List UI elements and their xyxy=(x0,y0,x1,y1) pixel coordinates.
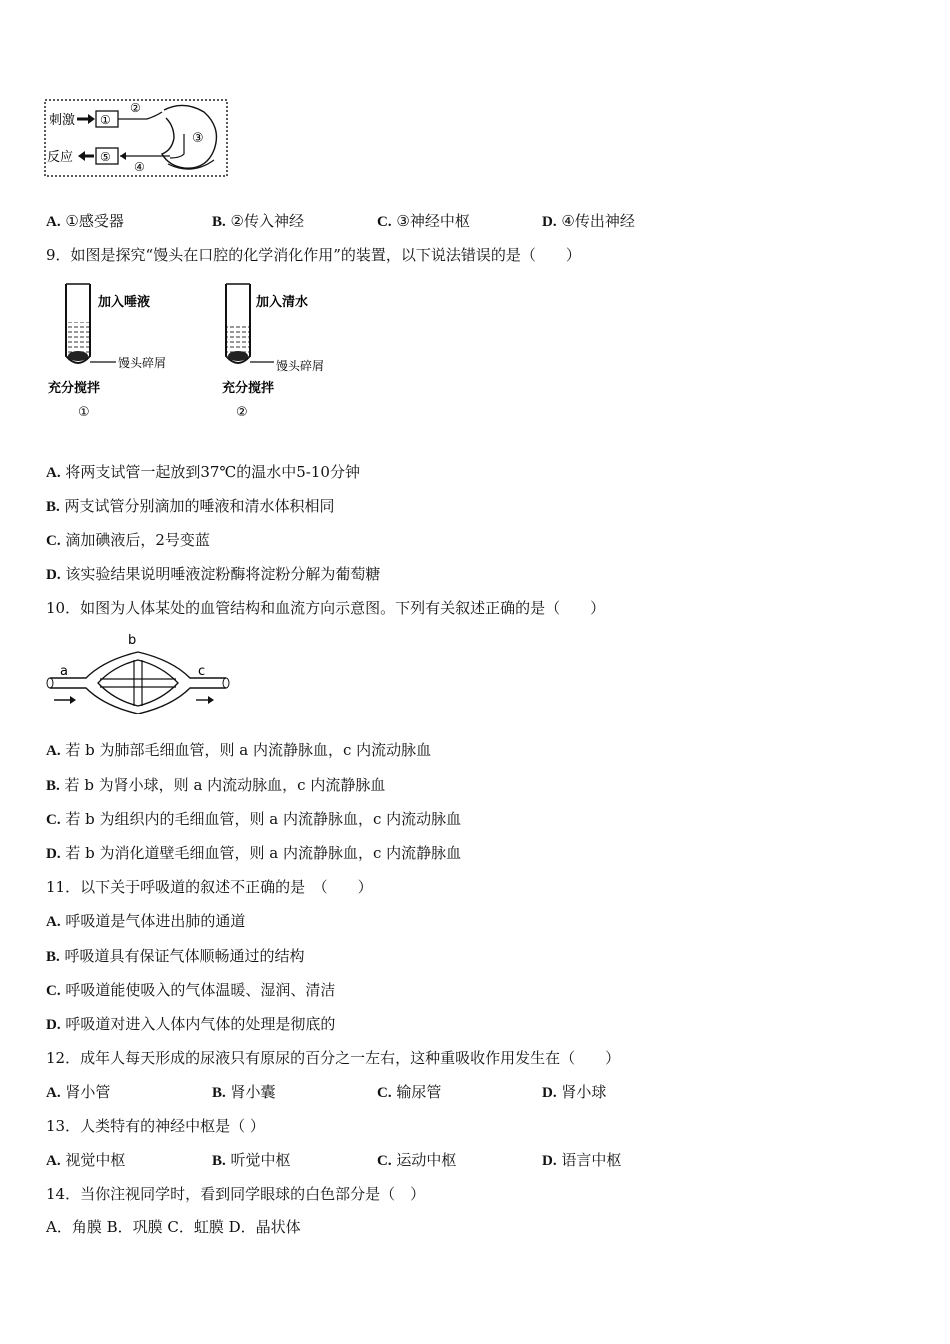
fig-response-label: 反应 xyxy=(47,150,74,165)
q8-option-a: A. ①感受器 xyxy=(46,212,124,230)
blood-vessel-figure xyxy=(44,630,234,714)
vessel-c-label: c xyxy=(198,664,206,679)
q12-option-b: B. 肾小囊 xyxy=(212,1083,276,1101)
q10-option-b: B. 若 b 为肾小球，则 a 内流动脉血，c 内流静脉血 xyxy=(46,776,386,794)
tube1-number: ① xyxy=(78,405,90,420)
q8-option-d: D. ④传出神经 xyxy=(542,212,635,230)
fig-center-number: ③ xyxy=(192,131,204,146)
q13-stem: 13．人类特有的神经中枢是（ ） xyxy=(46,1117,265,1135)
tube2-crumb-label: 馒头碎屑 xyxy=(276,359,325,373)
fig-stimulus-label: 刺激 xyxy=(49,113,76,128)
fig-receptor-number: ① xyxy=(100,113,111,127)
fig-efferent-number: ④ xyxy=(134,160,145,174)
tube1-crumb-label: 馒头碎屑 xyxy=(118,356,167,370)
q14-options: A．角膜 B．巩膜 C．虹膜 D．晶状体 xyxy=(46,1218,301,1236)
q9-option-a: A. 将两支试管一起放到37℃的温水中5-10分钟 xyxy=(46,463,360,481)
q11-option-d: D. 呼吸道对进入人体内气体的处理是彻底的 xyxy=(46,1015,336,1033)
q13-option-b: B. 听觉中枢 xyxy=(212,1151,291,1169)
tube1-add-label: 加入唾液 xyxy=(98,295,151,310)
q9-option-d: D. 该实验结果说明唾液淀粉酶将淀粉分解为葡萄糖 xyxy=(46,565,381,583)
reflex-arc-figure xyxy=(44,98,230,180)
q12-option-d: D. 肾小球 xyxy=(542,1083,607,1101)
q11-option-c: C. 呼吸道能使吸入的气体温暖、湿润、清洁 xyxy=(46,981,336,999)
q10-stem: 10．如图为人体某处的血管结构和血流方向示意图。下列有关叙述正确的是（ ） xyxy=(46,599,606,617)
q12-stem: 12．成年人每天形成的尿液只有原尿的百分之一左右，这种重吸收作用发生在（ ） xyxy=(46,1049,621,1067)
q9-stem: 9．如图是探究“馒头在口腔的化学消化作用”的装置，以下说法错误的是（ ） xyxy=(46,246,581,264)
vessel-b-label: b xyxy=(128,633,137,648)
q10-option-c: C. 若 b 为组织内的毛细血管，则 a 内流静脉血，c 内流动脉血 xyxy=(46,810,462,828)
tube1-stir-label: 充分搅拌 xyxy=(48,381,101,396)
q14-stem: 14．当你注视同学时，看到同学眼球的白色部分是（ ） xyxy=(46,1185,426,1203)
q12-option-c: C. 输尿管 xyxy=(377,1083,442,1101)
tube2-stir-label: 充分搅拌 xyxy=(222,381,275,396)
q13-option-d: D. 语言中枢 xyxy=(542,1151,622,1169)
test-tube-figure xyxy=(44,280,344,420)
q13-option-a: A. 视觉中枢 xyxy=(46,1151,126,1169)
vessel-a-label: a xyxy=(60,664,68,679)
q13-option-c: C. 运动中枢 xyxy=(377,1151,457,1169)
q11-option-a: A. 呼吸道是气体进出肺的通道 xyxy=(46,912,246,930)
q11-option-b: B. 呼吸道具有保证气体顺畅通过的结构 xyxy=(46,947,305,965)
q10-option-d: D. 若 b 为消化道壁毛细血管，则 a 内流静脉血，c 内流静脉血 xyxy=(46,844,462,862)
tube2-add-label: 加入清水 xyxy=(256,295,309,310)
q8-option-b: B. ②传入神经 xyxy=(212,212,304,230)
q9-option-c: C. 滴加碘液后，2号变蓝 xyxy=(46,531,210,549)
tube2-number: ② xyxy=(236,405,248,420)
q12-option-a: A. 肾小管 xyxy=(46,1083,111,1101)
q9-option-b: B. 两支试管分别滴加的唾液和清水体积相同 xyxy=(46,497,335,515)
fig-effector-number: ⑤ xyxy=(100,150,111,164)
q11-stem: 11．以下关于呼吸道的叙述不正确的是 （ ） xyxy=(46,878,373,896)
fig-afferent-number: ② xyxy=(130,101,141,115)
q8-option-c: C. ③神经中枢 xyxy=(377,212,470,230)
q10-option-a: A. 若 b 为肺部毛细血管，则 a 内流静脉血，c 内流动脉血 xyxy=(46,741,432,759)
